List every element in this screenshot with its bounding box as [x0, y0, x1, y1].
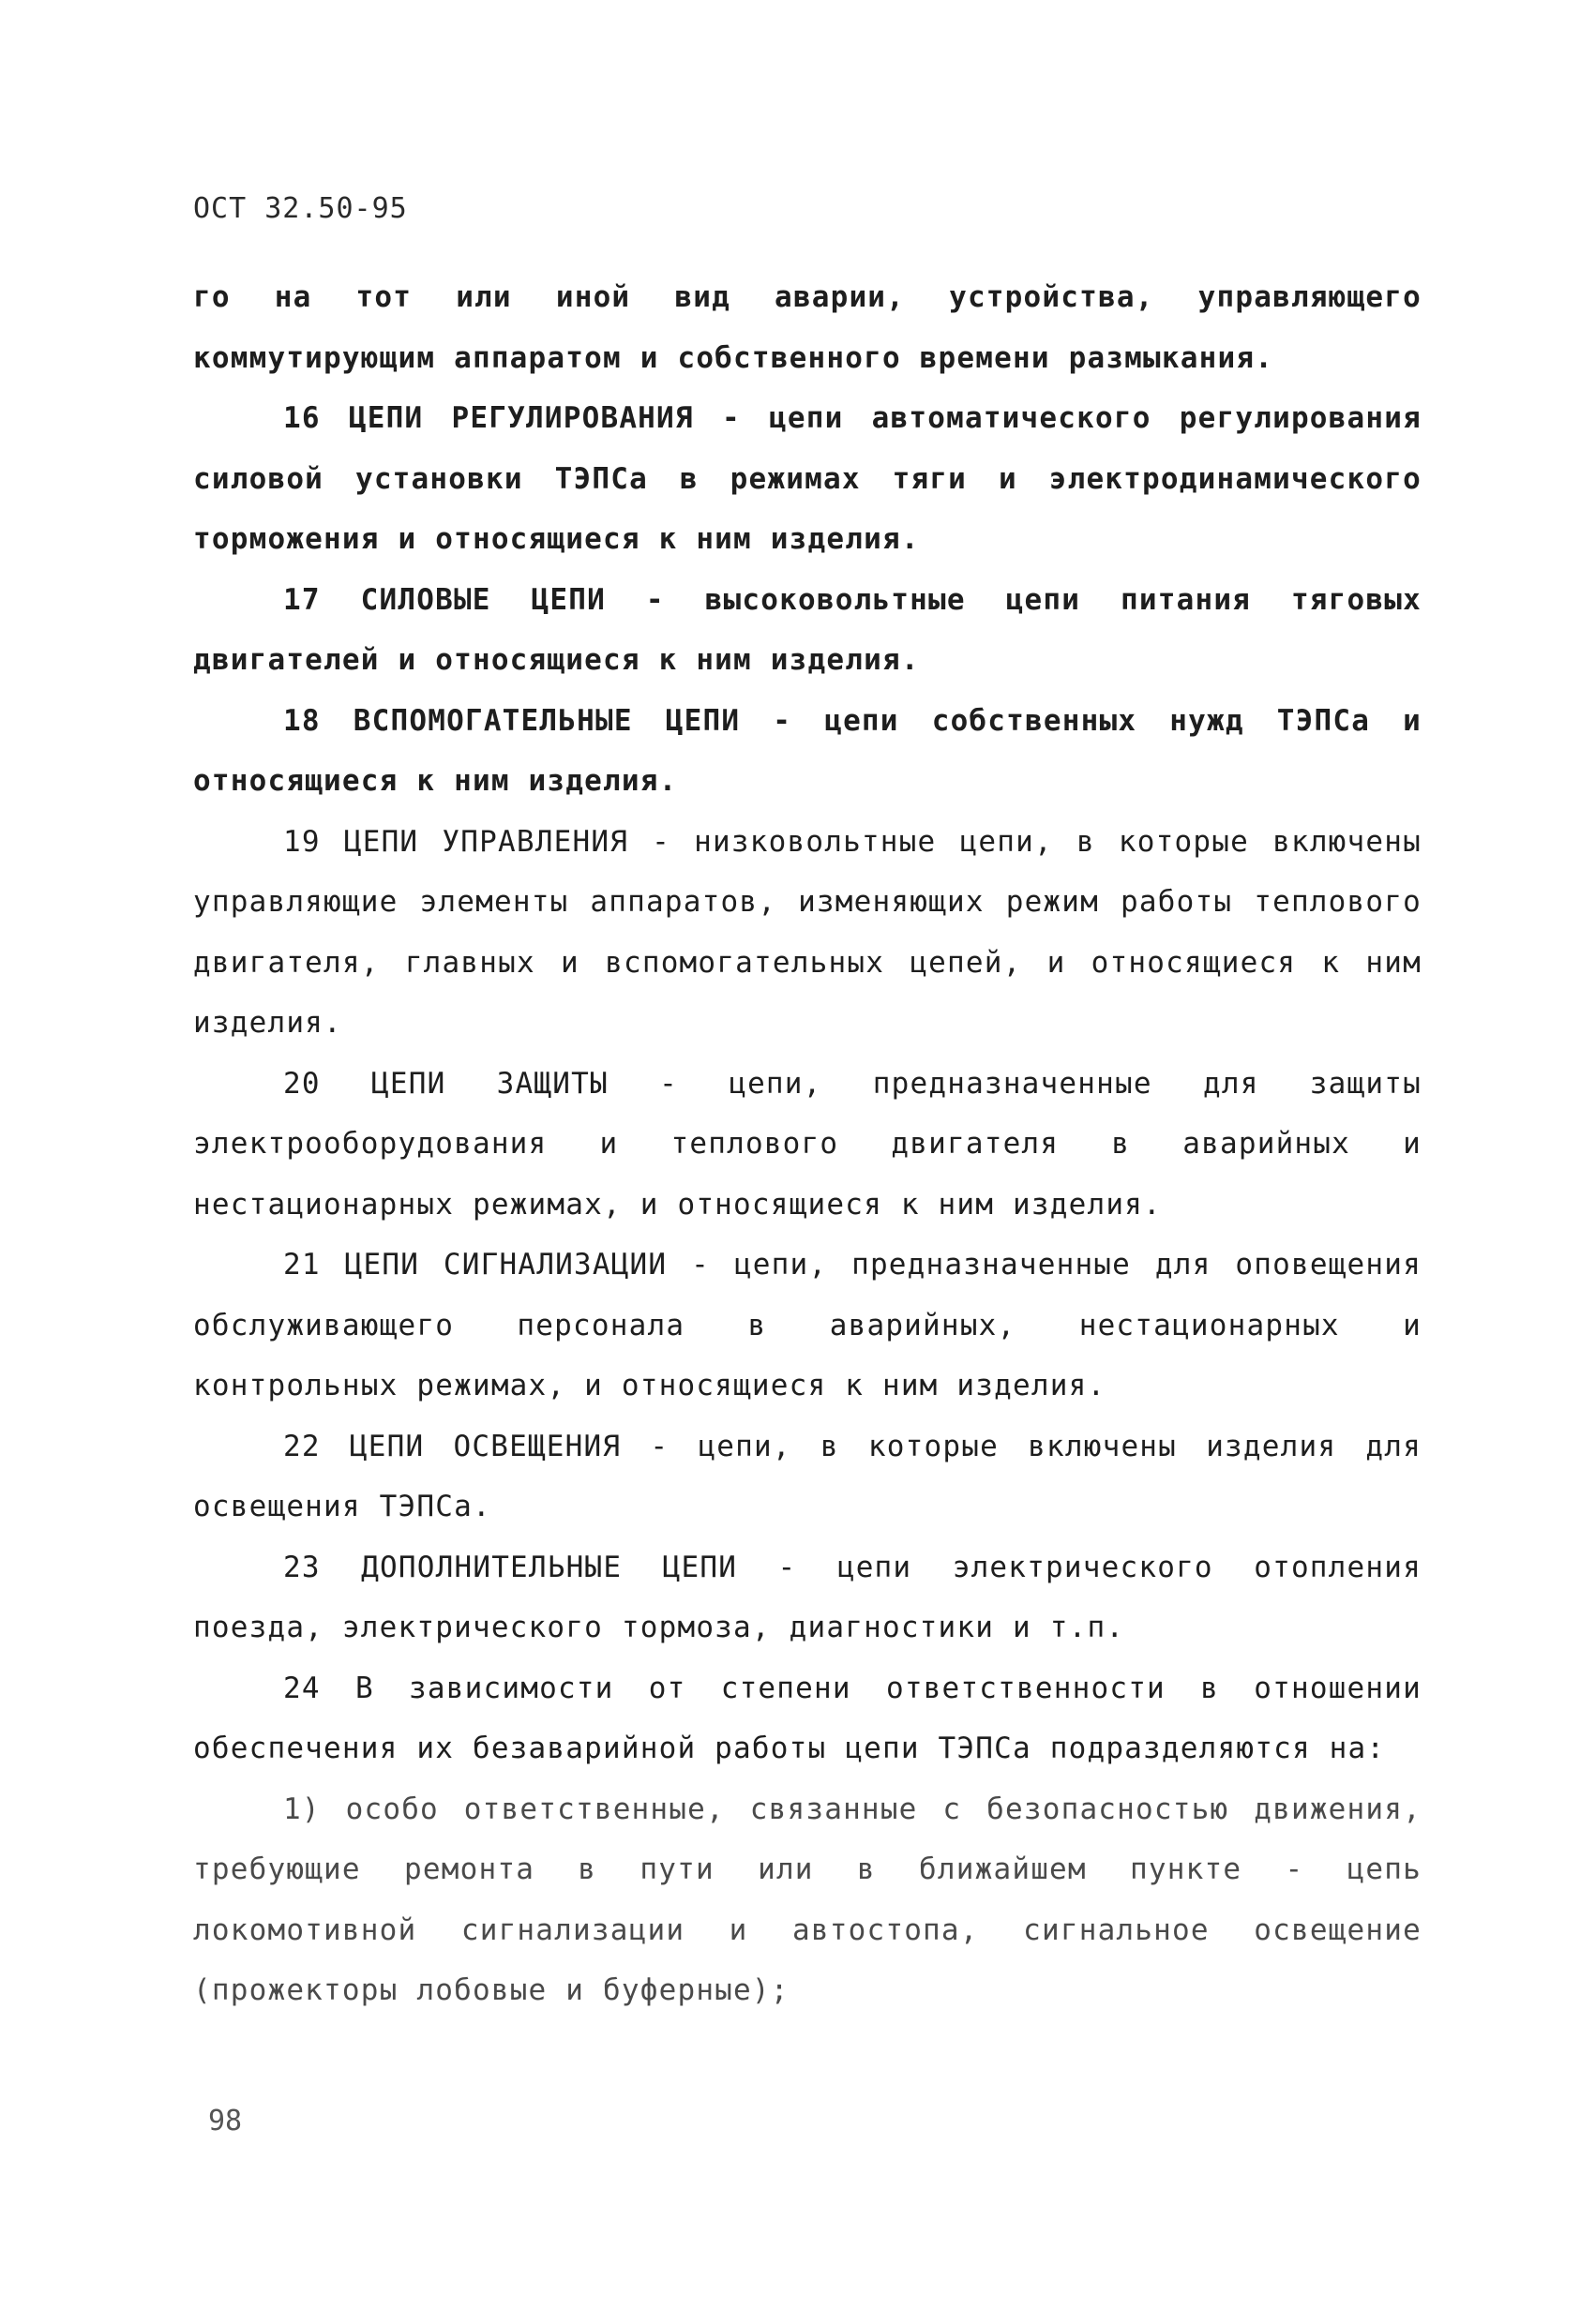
paragraph-responsibility-classes: 24 В зависимости от степени ответственности в отношении обеспечения их безаварийной работы цепи ТЭПСа подразделяются на:: [193, 1671, 1422, 1765]
list-item-especially-responsible: 1) особо ответственные, связанные с безопасностью движения, требующие ремонта в пути или в ближайшем пункте - цепь локомотивной сигнализации и автостопа, сигнальное освещение (прожекторы лобовые и буферные);: [193, 1792, 1422, 2007]
paragraph-protection-circuits: 20 ЦЕПИ ЗАЩИТЫ - цепи, предназначенные для защиты электрооборудования и теплового двигателя в аварийных и нестационарных режимах, и относящиеся к ним изделия.: [193, 1066, 1422, 1222]
paragraph-auxiliary-circuits: 18 ВСПОМОГАТЕЛЬНЫЕ ЦЕПИ - цепи собственных нужд ТЭПСа и относящиеся к ним изделия.: [193, 703, 1422, 798]
page-number: 98: [208, 2105, 243, 2137]
paragraph-lighting-circuits: 22 ЦЕПИ ОСВЕЩЕНИЯ - цепи, в которые включены изделия для освещения ТЭПСа.: [193, 1429, 1422, 1523]
paragraph-additional-circuits: 23 ДОПОЛНИТЕЛЬНЫЕ ЦЕПИ - цепи электрического отопления поезда, электрического тормоза, диагностики и т.п.: [193, 1550, 1422, 1644]
document-code: ОСТ 32.50-95: [193, 192, 408, 225]
paragraph-signaling-circuits: 21 ЦЕПИ СИГНАЛИЗАЦИИ - цепи, предназначенные для оповещения обслуживающего персонала в аварийных, нестационарных и контрольных режимах, и относящиеся к ним изделия.: [193, 1248, 1422, 1402]
paragraph-regulation-circuits: 16 ЦЕПИ РЕГУЛИРОВАНИЯ - цепи автоматического регулирования силовой установки ТЭПСа в режимах тяги и электродинамического торможения и относящиеся к ним изделия.: [193, 401, 1422, 556]
document-body: [193, 267, 1422, 2021]
paragraph-control-circuits: 19 ЦЕПИ УПРАВЛЕНИЯ - низковольтные цепи, в которые включены управляющие элементы аппаратов, изменяющих режим работы теплового двигателя, главных и вспомогательных цепей, и относящиеся к ним изделия.: [193, 824, 1422, 1040]
paragraph-continuation: го на тот или иной вид аварии, устройства, управляющего коммутирующим аппаратом и собственного времени размыкания.: [193, 280, 1422, 375]
paragraph-power-circuits: 17 СИЛОВЫЕ ЦЕПИ - высоковольтные цепи питания тяговых двигателей и относящиеся к ним изделия.: [193, 582, 1422, 677]
